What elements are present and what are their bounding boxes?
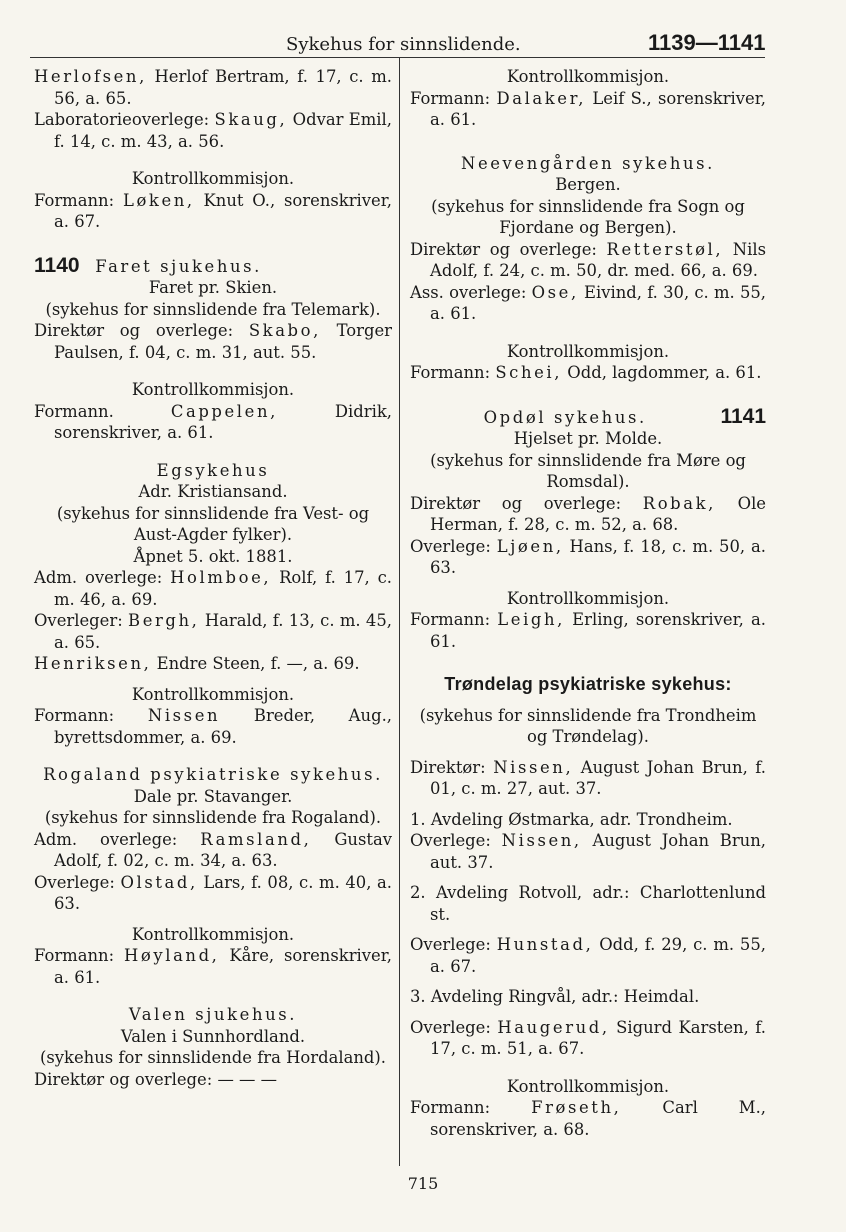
entry-formann: Formann: Schei, Odd, lagdommer, a. 61.	[410, 363, 762, 382]
page-header	[0, 26, 846, 66]
entry-formann: Formann: Løken, Knut O., sorenskriver, a. 67.	[34, 190, 393, 231]
entry-overlege: Overlege: Haugerud, Sigurd Karsten, f. 17, c. m. 51, a. 67.	[410, 1017, 766, 1058]
institution-title: Valen sjukehus.	[128, 1005, 298, 1024]
institution-address: Hjelset pr. Molde.	[513, 429, 663, 448]
institution-title: Opdøl sykehus.	[483, 407, 647, 427]
entry-overlege: Overlege: Olstad, Lars, f. 08, c. m. 40, a. 63.	[34, 872, 392, 913]
page-number: 715	[407, 1174, 439, 1193]
institution-address: Faret pr. Skien.	[148, 278, 278, 297]
entry-director: Direktør og overlege: — — —	[34, 1069, 278, 1089]
entry-overlege: Overlege: Ljøen, Hans, f. 18, c. m. 50, a. 63.	[410, 536, 766, 577]
kontrollkommisjon-heading: Kontrollkommisjon.	[131, 380, 295, 399]
entry-overlege: Overlege: Nissen, August Johan Brun, aut. 37.	[410, 831, 766, 872]
entry-formann: Formann: Leigh, Erling, sorenskriver, a. 61.	[410, 610, 766, 651]
institution-description: (sykehus for sinnslidende fra Hordaland).	[39, 1048, 387, 1067]
entry-adm-overlege: Adm. overlege: Ramsland, Gustav Adolf, f. 02, c. m. 34, a. 63.	[34, 829, 392, 870]
institution-title: Egsykehus	[156, 460, 270, 480]
left-column	[34, 66, 392, 1090]
right-column	[410, 66, 766, 1140]
kontrollkommisjon-heading: Kontrollkommisjon.	[131, 924, 295, 944]
institution-description: (sykehus for sinnslidende fra Rogaland).	[44, 808, 382, 827]
institution-description: (sykehus for sinnslidende fra Sogn og Fjordane og Bergen).	[431, 196, 745, 237]
institution-address: Valen i Sunnhordland.	[120, 1026, 306, 1046]
institution-description: (sykehus for sinnslidende fra Telemark).	[45, 299, 381, 319]
header-rule	[30, 57, 765, 58]
entry-formann: Formann. Cappelen, Didrik, sorenskriver, a. 61.	[34, 401, 393, 442]
section-number: 1141	[720, 404, 766, 428]
department-2: 2. Avdeling Rotvoll, adr.: Charlottenlund st.	[410, 883, 766, 924]
entry-lab-overlege: Laboratorieoverlege: Skaug, Odvar Emil, f. 14, c. m. 43, a. 56.	[34, 110, 392, 151]
institution-title: Faret sjukehus.	[95, 256, 262, 276]
trondelag-heading: Trøndelag psykiatriske sykehus:	[444, 674, 732, 694]
entry-formann: Formann: Frøseth, Carl M., sorenskriver, a. 68.	[410, 1098, 766, 1139]
kontrollkommisjon-heading: Kontrollkommisjon.	[506, 588, 670, 608]
section-number: 1140	[34, 253, 80, 277]
running-title: Sykehus for sinnslidende.	[286, 34, 521, 55]
department-3: 3. Avdeling Ringvål, adr.: Heimdal.	[410, 987, 700, 1006]
kontrollkommisjon-heading: Kontrollkommisjon.	[506, 1076, 670, 1096]
section-1141-heading	[410, 406, 766, 429]
institution-description: (sykehus for sinnslidende fra Møre og Romsdal).	[430, 450, 746, 491]
entry-formann: Formann: Høyland, Kåre, sorenskriver, a. 61.	[34, 946, 392, 987]
entry-formann: Formann: Dalaker, Leif S., sorenskriver, a. 61.	[410, 88, 766, 129]
kontrollkommisjon-heading: Kontrollkommisjon.	[131, 684, 295, 704]
entry-director: Direktør og overlege: Skabo, Torger Paulsen, f. 04, c. m. 31, aut. 55.	[34, 321, 392, 362]
institution-address: Adr. Kristiansand.	[138, 482, 288, 501]
institution-opened: Åpnet 5. okt. 1881.	[133, 546, 293, 566]
entry-director: Direktør og overlege: Robak, Ole Herman, f. 28, c. m. 52, a. 68.	[410, 493, 767, 534]
kontrollkommisjon-heading: Kontrollkommisjon.	[506, 67, 670, 86]
section-1140-heading	[34, 255, 392, 278]
kontrollkommisjon-heading: Kontrollkommisjon.	[506, 341, 670, 361]
entry-adm-overlege: Adm. overlege: Holmboe, Rolf, f. 17, c. m. 46, a. 69.	[34, 568, 392, 609]
department-1: 1. Avdeling Østmarka, adr. Trondheim.	[410, 809, 733, 829]
entry-overlege: Overlege: Hunstad, Odd, f. 29, c. m. 55, a. 67.	[410, 935, 766, 976]
section-range: 1139—1141	[648, 30, 766, 55]
institution-description: (sykehus for sinnslidende fra Vest- og Aust-Agder fylker).	[56, 503, 370, 544]
entry-ass-overlege: Ass. overlege: Ose, Eivind, f. 30, c. m. 55, a. 61.	[410, 282, 767, 323]
institution-address: Dale pr. Stavanger.	[133, 786, 293, 806]
entry-director: Direktør og overlege: Retterstøl, Nils Adolf, f. 24, c. m. 50, dr. med. 66, a. 69.	[410, 239, 767, 280]
column-divider	[399, 58, 400, 1166]
entry-henriksen: Henriksen, Endre Steen, f. —, a. 69.	[34, 654, 360, 673]
institution-description: (sykehus for sinnslidende fra Trondheim og Trøndelag).	[419, 705, 757, 746]
entry-formann: Formann: Nissen Breder, Aug., byrettsdommer, a. 69.	[34, 706, 392, 747]
institution-title: Rogaland psykiatriske sykehus.	[43, 765, 383, 784]
entry-director: Direktør: Nissen, August Johan Brun, f. 01, c. m. 27, aut. 37.	[410, 757, 767, 798]
institution-address: Bergen.	[555, 175, 621, 194]
institution-title: Neevengården sykehus.	[461, 153, 715, 173]
entry-overleger: Overleger: Bergh, Harald, f. 13, c. m. 45, a. 65.	[34, 611, 392, 652]
entry-herlofsen: Herlofsen, Herlof Bertram, f. 17, c. m. 56, a. 65.	[34, 67, 392, 108]
kontrollkommisjon-heading: Kontrollkommisjon.	[131, 169, 295, 188]
